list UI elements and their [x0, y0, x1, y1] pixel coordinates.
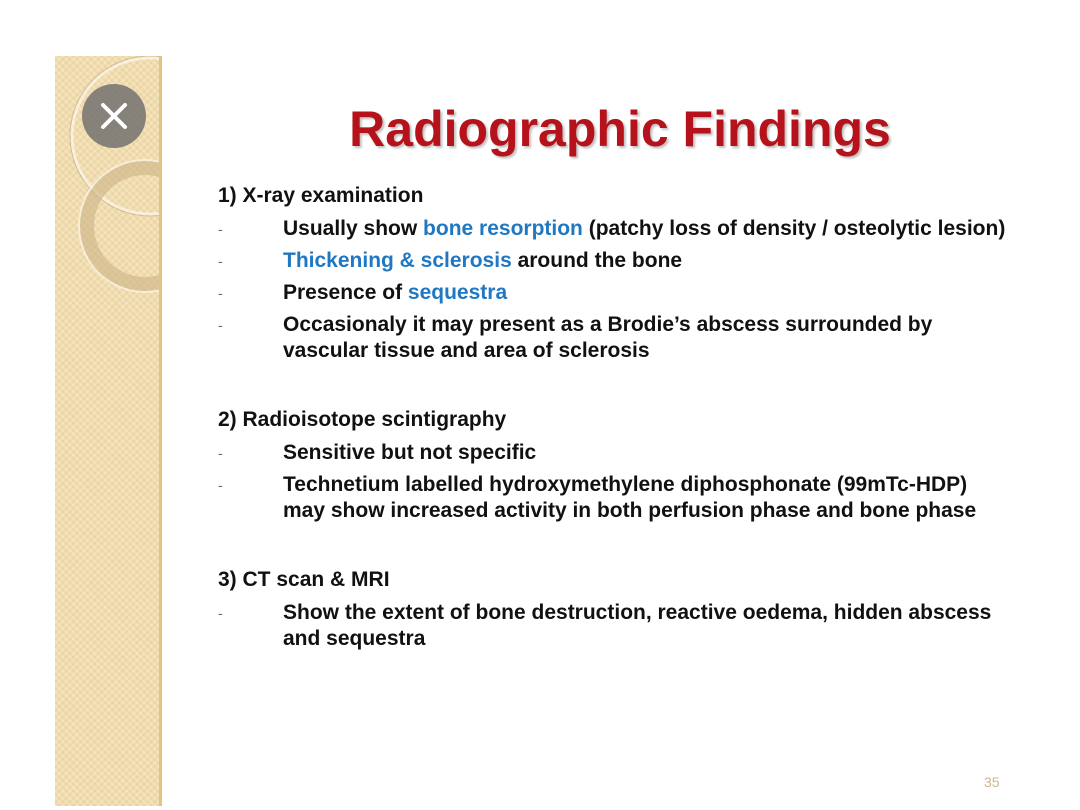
bullet-dash: -: [218, 605, 223, 621]
slide-title: Radiographic Findings: [349, 101, 891, 157]
highlighted-term: sequestra: [407, 281, 508, 304]
section-heading: 3) CT scan & MRI: [218, 568, 390, 591]
section-heading: 2) Radioisotope scintigraphy: [218, 408, 507, 431]
slide-content: [218, 182, 1008, 652]
highlighted-term: bone resorption: [423, 217, 583, 240]
bullet-item: [218, 312, 1008, 364]
bullet-text: Usually show: [283, 217, 424, 240]
bullet-dash: -: [218, 285, 223, 301]
bullet-item: [218, 440, 1008, 466]
page-number: 35: [984, 774, 1000, 790]
highlighted-term: Thickening & sclerosis: [283, 249, 512, 272]
bullet-dash: -: [218, 221, 223, 237]
bullet-text: Show the extent of bone destruction, reactive oedema, hidden abscess and sequestra: [283, 601, 992, 650]
bullet-text: Technetium labelled hydroxymethylene diphosphonate (99mTc-HDP) may show increased activity in both perfusion phase and bone phase: [283, 473, 977, 522]
bullet-text: Presence of: [283, 281, 408, 304]
section-spacer: [218, 364, 1008, 406]
close-icon: [99, 101, 129, 131]
bullet-dash: -: [218, 445, 223, 461]
bullet-item: [218, 472, 1008, 524]
bullet-item: [218, 280, 1008, 306]
section-spacer: [218, 524, 1008, 566]
bullet-text: (patchy loss of density / osteolytic lesion): [582, 217, 1006, 240]
decorative-rings-icon: [55, 56, 159, 806]
bullet-dash: -: [218, 477, 223, 493]
bullet-dash: -: [218, 253, 223, 269]
bullet-item: [218, 216, 1008, 242]
bullet-text: Sensitive but not specific: [283, 441, 537, 464]
section-heading: 1) X-ray examination: [218, 184, 424, 207]
bullet-text: Occasionaly it may present as a Brodie’s abscess surrounded by vascular tissue and area of sclerosis: [283, 313, 933, 362]
close-button[interactable]: [82, 84, 146, 148]
bullet-item: [218, 248, 1008, 274]
bullet-dash: -: [218, 317, 223, 333]
decorative-side-strip: [55, 56, 162, 806]
bullet-text: around the bone: [511, 249, 683, 272]
bullet-item: [218, 600, 1008, 652]
